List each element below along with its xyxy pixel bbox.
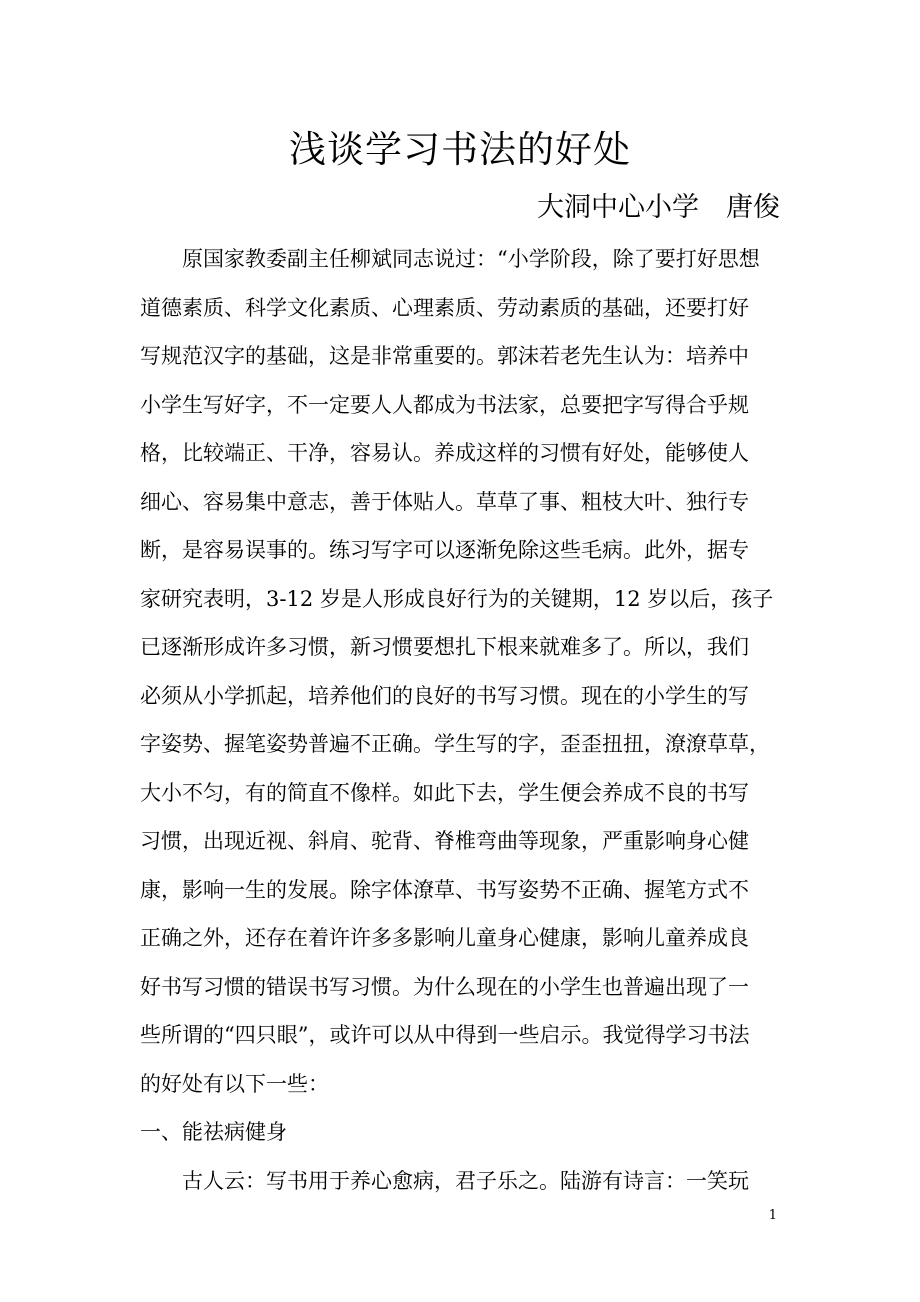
paragraph-line: 道德素质、科学文化素质、心理素质、劳动素质的基础，还要打好	[140, 295, 749, 320]
paragraph-line: 字姿势、握笔姿势普遍不正确。学生写的字，歪歪扭扭，潦潦草草，	[140, 732, 770, 756]
section-heading: 一、能祛病健身	[140, 1120, 287, 1144]
paragraph-line: 小学生写好字，不一定要人人都成为书法家，总要把字写得合乎规	[140, 392, 749, 417]
paragraph-line: 好书写习惯的错误书写习惯。为什么现在的小学生也普遍出现了一	[140, 974, 749, 999]
paragraph-line: 细心、容易集中意志，善于体贴人。草草了事、粗枝大叶、独行专	[140, 489, 749, 514]
document-title: 浅谈学习书法的好处	[289, 128, 631, 171]
author-line: 大洞中心小学 唐俊	[537, 192, 780, 223]
page-number: 1	[768, 1208, 777, 1223]
paragraph-line: 断，是容易误事的。练习写字可以逐渐免除这些毛病。此外，据专	[140, 538, 749, 562]
paragraph-line: 正确之外，还存在着许许多多影响儿童身心健康，影响儿童养成良	[140, 926, 749, 950]
paragraph-line: 的好处有以下一些：	[140, 1071, 329, 1096]
paragraph-line: 些所谓的“四只眼”，或许可以从中得到一些启示。我觉得学习书法	[140, 1023, 750, 1047]
paragraph-line: 古人云：写书用于养心愈病，君子乐之。陆游有诗言：一笑玩	[140, 1168, 749, 1193]
paragraph-line: 原国家教委副主任柳斌同志说过：“小学阶段，除了要打好思想	[140, 247, 760, 271]
paragraph-line: 家研究表明，3-12 岁是人形成良好行为的关键期，12 岁以后，孩子	[140, 586, 774, 611]
paragraph-line: 格，比较端正、干净，容易认。养成这样的习惯有好处，能够使人	[140, 441, 749, 465]
paragraph-line: 大小不匀，有的简直不像样。如此下去，学生便会养成不良的书写	[140, 780, 749, 805]
paragraph-line: 康，影响一生的发展。除字体潦草、书写姿势不正确、握笔方式不	[140, 877, 749, 902]
paragraph-line: 写规范汉字的基础，这是非常重要的。郭沫若老先生认为：培养中	[140, 344, 749, 368]
paragraph-line: 必须从小学抓起，培养他们的良好的书写习惯。现在的小学生的写	[140, 683, 749, 708]
body-text	[140, 235, 780, 1205]
paragraph-line: 习惯，出现近视、斜肩、驼背、脊椎弯曲等现象，严重影响身心健	[140, 829, 749, 853]
paragraph-line: 已逐渐形成许多习惯，新习惯要想扎下根来就难多了。所以，我们	[140, 635, 749, 659]
